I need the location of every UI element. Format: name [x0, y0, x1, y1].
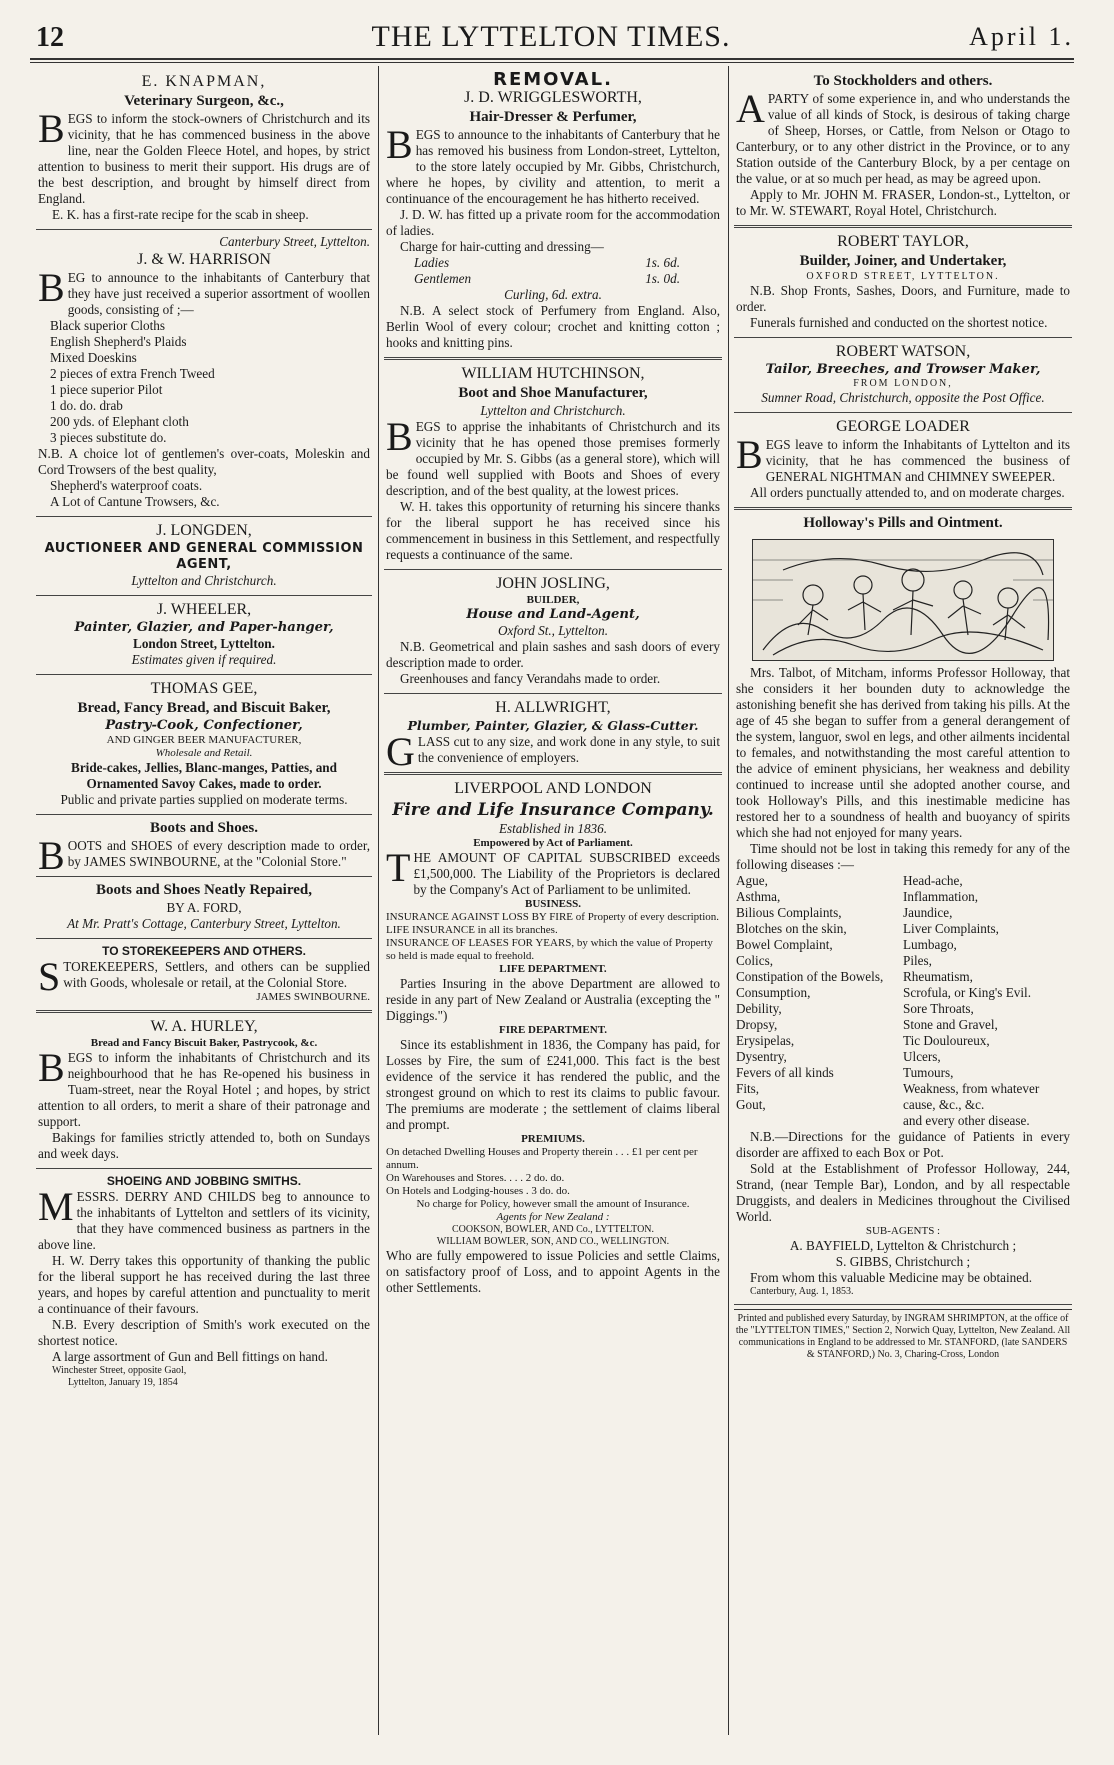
advertiser-trade-3: AND GINGER BEER MANUFACTURER,	[106, 734, 302, 746]
ad-josling	[384, 570, 722, 694]
ad-heading: Boots and Shoes.	[150, 820, 258, 836]
ad-body-2: Greenhouses and fancy Verandahs made to order.	[400, 671, 661, 686]
column-2	[384, 68, 722, 1302]
ad-hutchinson	[384, 360, 722, 570]
list-item: Shepherd's waterproof coats.	[50, 478, 203, 493]
ad-from: FROM LONDON,	[853, 378, 953, 389]
sub-agent: S. GIBBS, Christchurch ;	[835, 1254, 971, 1269]
ad-loader	[734, 413, 1072, 510]
engraving-illustration	[752, 539, 1054, 661]
ad-allwright	[384, 694, 722, 775]
list-item: A Lot of Cantune Trowsers, &c.	[50, 494, 220, 509]
ad-hurley	[36, 1013, 372, 1169]
ad-address: London Street, Lyttelton.	[133, 636, 275, 651]
section-heading: FIRE DEPARTMENT.	[499, 1024, 607, 1036]
ad-address: Oxford St., Lyttelton.	[497, 623, 609, 638]
disease-item: Constipation of the Bowels,	[736, 969, 884, 984]
premium-line: No charge for Policy, however small the amount of Insurance.	[416, 1198, 690, 1210]
premium-line: On Hotels and Lodging-houses . 3 do. do.	[386, 1185, 570, 1197]
ad-wrigglesworth	[384, 68, 722, 360]
ad-note: E. K. has a first-rate recipe for the scab in sheep.	[52, 207, 309, 222]
ad-body: BEGS leave to inform the Inhabitants of Lyttelton and its vicinity, that he has commenced the business of GENERAL NIGHTMAN and CHIMNEY SWEEPER.	[736, 432, 1070, 484]
disease-item: Ague,	[736, 873, 768, 888]
ad-heading: TO STOREKEEPERS AND OTHERS.	[102, 944, 306, 958]
advertiser-name: W. A. HURLEY,	[150, 1018, 258, 1035]
advertiser-name: ROBERT WATSON,	[835, 343, 971, 360]
ad-boots-shoes	[36, 815, 372, 877]
disease-item: and every other disease.	[903, 1113, 1030, 1128]
section-heading: LIFE DEPARTMENT.	[499, 963, 607, 975]
list-item: English Shepherd's Plaids	[50, 334, 187, 349]
disease-item: Gout,	[736, 1097, 766, 1112]
disease-item: Piles,	[903, 953, 932, 968]
advertiser-name: JOHN JOSLING,	[496, 575, 610, 592]
list-item: 1 piece superior Pilot	[50, 382, 163, 397]
advertiser-name: ROBERT TAYLOR,	[837, 233, 969, 250]
advertiser-trade: Boot and Shoe Manufacturer,	[458, 385, 648, 401]
goods-list	[38, 318, 370, 446]
ad-heading: Boots and Shoes Neatly Repaired,	[96, 882, 312, 898]
ad-heading: Holloway's Pills and Ointment.	[803, 515, 1003, 531]
masthead-rule	[30, 58, 1074, 60]
advertiser-trade-2: House and Land-Agent,	[466, 607, 640, 622]
ad-body-2: Time should not be lost in taking this remedy for any of the following diseases :—	[736, 841, 1070, 872]
life-text: Parties Insuring in the above Department are allowed to reside in any part of New Zealand or Australia (excepting the " Diggings.")	[386, 976, 720, 1023]
ad-body-2: All orders punctually attended to, and on moderate charges.	[750, 485, 1065, 500]
price-heading: Charge for hair-cutting and dressing—	[400, 239, 604, 254]
advertiser-name: LIVERPOOL AND LONDON	[454, 780, 652, 797]
ad-location: Canterbury Street, Lyttelton.	[219, 234, 370, 249]
ad-longden	[36, 517, 372, 596]
ad-harrison	[36, 230, 372, 517]
disease-item: Inflammation,	[903, 889, 979, 904]
ad-body: Bride-cakes, Jellies, Blanc-manges, Patties, and Ornamented Savoy Cakes, made to order.	[71, 760, 337, 791]
ad-nb: N.B.—Directions for the guidance of Patients in every disorder are affixed to each Box or Pot.	[736, 1129, 1070, 1160]
advertiser-name: J. D. WRIGGLESWORTH,	[464, 89, 642, 106]
ad-body: BEGS to apprise the inhabitants of Christchurch and its vicinity that he has opened those premises formerly occupied by Mr. S. Gibbs (as a general store), which will be found well supplied with Boots and Shoes of every description, and of the best quality, at the lowest prices.	[386, 414, 720, 498]
ad-smiths	[36, 1169, 372, 1395]
ad-footer-2: Lyttelton, January 19, 1854	[68, 1377, 178, 1388]
disease-item: Stone and Gravel,	[903, 1017, 998, 1032]
ad-note: Bakings for families strictly attended to, both on Sundays and week days.	[38, 1130, 370, 1161]
column-3	[734, 68, 1072, 1361]
ad-heading: SHOEING AND JOBBING SMITHS.	[106, 1174, 302, 1188]
disease-item: Blotches on the skin,	[736, 921, 847, 936]
disease-item: Head-ache,	[903, 873, 963, 888]
printer-imprint: Printed and published every Saturday, by INGRAM SHRIMPTON, at the office of the "LYTTELTON TIMES," Section 2, Norwich Quay, Lyttelton, New Zealand. All communications in England to be addressed to Mr. STANFORD, (late SANDERS & STANFORD,) No. 3, Charing-Cross, London	[734, 1309, 1072, 1361]
ad-location: Lyttelton and Christchurch.	[480, 403, 626, 418]
ad-nb-2: A large assortment of Gun and Bell fittings on hand.	[52, 1349, 328, 1364]
ad-nb: N.B. Every description of Smith's work executed on the shortest notice.	[38, 1317, 370, 1348]
price-value: 1s. 0d.	[645, 271, 680, 286]
ad-repair	[36, 877, 372, 939]
capital-text: THE AMOUNT OF CAPITAL SUBSCRIBED exceeds £1,500,000. The Liability of the Proprietors is declared by the Company's Act of Parliament to be unlimited.	[386, 845, 720, 897]
ad-heading: REMOVAL.	[493, 69, 613, 90]
ad-body: STOREKEEPERS, Settlers, and others can be supplied with Goods, wholesale or retail, at the Colonial Store.	[38, 954, 370, 999]
newspaper-title: THE LYTTELTON TIMES.	[371, 20, 731, 53]
disease-item: Sore Throats,	[903, 1001, 974, 1016]
advertiser-trade: Bread, Fancy Bread, and Biscuit Baker,	[77, 700, 331, 716]
advertiser-name: J. WHEELER,	[156, 601, 252, 618]
section-heading: PREMIUMS.	[521, 1133, 585, 1145]
disease-item: Dysentry,	[736, 1049, 787, 1064]
ad-watson	[734, 338, 1072, 413]
ad-nb: N.B. A choice lot of gentlemen's over-coats, Moleskin and Cord Trowsers of the best quality,	[38, 446, 370, 477]
disease-item: Scrofula, or King's Evil.	[903, 985, 1032, 1000]
disease-item: Consumption,	[736, 985, 811, 1000]
ad-holloway	[734, 510, 1072, 1305]
business-line: LIFE INSURANCE in all its branches.	[386, 924, 558, 936]
disease-item: Tumours,	[903, 1065, 954, 1080]
ad-body-2: H. W. Derry takes this opportunity of thanking the public for the liberal support he has received during the last three years, and hopes by careful attention and punctuality to merit a continuance of their favours.	[38, 1253, 370, 1316]
advertiser-trade: Builder, Joiner, and Undertaker,	[799, 253, 1007, 269]
ad-address: At Mr. Pratt's Cottage, Canterbury Street, Lyttelton.	[67, 916, 341, 931]
advertiser-trade: Plumber, Painter, Glazier, & Glass-Cutter.	[407, 718, 699, 733]
list-item: Mixed Doeskins	[50, 350, 137, 365]
price-label: Ladies	[414, 255, 450, 270]
column-1	[36, 68, 372, 1395]
list-item: 3 pieces substitute do.	[50, 430, 167, 445]
advertiser-trade: BUILDER,	[526, 594, 580, 606]
list-item: 200 yds. of Elephant cloth	[50, 414, 189, 429]
sub-agent: A. BAYFIELD, Lyttelton & Christchurch ;	[789, 1238, 1017, 1253]
disease-item: Bowel Complaint,	[736, 937, 833, 952]
advertiser-trade: AUCTIONEER AND GENERAL COMMISSION AGENT,	[44, 541, 364, 572]
advertiser-trade: Veterinary Surgeon, &c.,	[124, 93, 284, 109]
ad-wheeler	[36, 596, 372, 675]
advertiser-name: WILLIAM HUTCHINSON,	[461, 365, 645, 382]
disease-item: Jaundice,	[903, 905, 953, 920]
diseases-left	[736, 873, 903, 1129]
list-item: 2 pieces of extra French Tweed	[50, 366, 215, 381]
ad-nb: N.B. A select stock of Perfumery from England. Also, Berlin Wool of every colour; crochet and knitting cotton ; hooks and knitting pins.	[386, 303, 720, 350]
section-heading: BUSINESS.	[525, 898, 581, 910]
ad-body-2: J. D. W. has fitted up a private room for the accommodation of ladies.	[386, 207, 720, 238]
disease-item: Fevers of all kinds	[736, 1065, 834, 1080]
ad-insurance	[384, 775, 722, 1302]
ad-body: N.B. Shop Fronts, Sashes, Doors, and Furniture, made to order.	[736, 283, 1070, 314]
disease-item: Dropsy,	[736, 1017, 778, 1032]
agents-text: Who are fully empowered to issue Policies and settle Claims, on satisfactory proof of Loss, and to appoint Agents in the other Settlements.	[386, 1248, 720, 1295]
established: Established in 1836.	[498, 821, 608, 836]
ad-footer: Winchester Street, opposite Gaol,	[52, 1365, 187, 1376]
disease-item: Bilious Complaints,	[736, 905, 842, 920]
ad-body: N.B. Geometrical and plain sashes and sash doors of every description made to order.	[386, 639, 720, 670]
ad-taylor	[734, 228, 1072, 338]
disease-item: Rheumatism,	[903, 969, 973, 984]
ad-by: BY A. FORD,	[166, 900, 242, 915]
ad-address: Sumner Road, Christchurch, opposite the Post Office.	[761, 390, 1045, 405]
agent-line: COOKSON, BOWLER, AND Co., LYTTELTON.	[451, 1224, 655, 1235]
business-line: INSURANCE AGAINST LOSS BY FIRE of Property of every description.	[386, 911, 720, 923]
fire-text: Since its establishment in 1836, the Company has paid, for Losses by Fire, the sum of £241,000. This fact is the best evidence of the service it has rendered the public, and the strongest ground on which to rest its claims to public favour. The premiums are moderate ; the settlement of claims liberal and prompt.	[386, 1037, 720, 1132]
ad-body: BOOTS and SHOES of every description made to order, by JAMES SWINBOURNE, at the "Colonial Store."	[38, 833, 370, 878]
price-label: Gentlemen	[414, 271, 472, 286]
disease-item: Asthma,	[736, 889, 781, 904]
masthead	[28, 18, 1074, 52]
ad-location: Lyttelton and Christchurch.	[131, 573, 277, 588]
disease-item: Ulcers,	[903, 1049, 941, 1064]
ad-body: BEG to announce to the inhabitants of Canterbury that they have just received a superior assortment of woollen goods, consisting of ;—	[38, 265, 370, 317]
ad-stockholders	[734, 68, 1072, 228]
disease-item: Fits,	[736, 1081, 760, 1096]
act: Empowered by Act of Parliament.	[473, 837, 633, 849]
ad-body-2: Apply to Mr. JOHN M. FRASER, London-st., Lyttelton, or to Mr. W. STEWART, Royal Hotel, Christchurch.	[736, 187, 1070, 218]
diseases-right	[903, 873, 1070, 1129]
premium-line: On Warehouses and Stores. . . . 2 do. do.	[386, 1172, 565, 1184]
issue-date: April 1.	[969, 22, 1074, 51]
ad-dateline: Canterbury, Aug. 1, 1853.	[750, 1286, 854, 1297]
page-number: 12	[36, 22, 64, 53]
ad-storekeepers	[36, 939, 372, 1013]
column-divider-2	[728, 66, 729, 1735]
ad-knapman	[36, 68, 372, 230]
diseases-list	[736, 873, 1070, 1129]
price-extra: Curling, 6d. extra.	[504, 287, 602, 302]
advertiser-name: THOMAS GEE,	[150, 680, 258, 697]
disease-item: Lumbago,	[903, 937, 957, 952]
section-heading: Agents for New Zealand :	[496, 1211, 610, 1223]
company-title: Fire and Life Insurance Company.	[392, 800, 714, 820]
disease-item: Erysipelas,	[736, 1033, 795, 1048]
ad-heading: To Stockholders and others.	[813, 73, 993, 89]
advertiser-trade: Hair-Dresser & Perfumer,	[469, 109, 637, 125]
masthead-rule-thin	[30, 62, 1074, 63]
ad-body: BEGS to inform the inhabitants of Christchurch and its neighbourhood that he has Re-opened his business in Tuam-street, near the Royal Hotel ; and hopes, by strict attention to all orders, to merit a share of their patronage and support.	[38, 1045, 370, 1129]
advertiser-trade-2: Pastry-Cook, Confectioner,	[105, 718, 303, 733]
price-row	[386, 271, 720, 287]
advertiser-trade: Bread and Fancy Biscuit Baker, Pastrycook, &c.	[90, 1037, 318, 1049]
list-item: Black superior Cloths	[50, 318, 166, 333]
disease-item: Colics,	[736, 953, 773, 968]
ad-body-2: Funerals furnished and conducted on the shortest notice.	[750, 315, 1048, 330]
ad-from: From whom this valuable Medicine may be obtained.	[750, 1270, 1033, 1285]
premium-line: On detached Dwelling Houses and Property therein . . . £1 per cent per annum.	[386, 1146, 698, 1171]
advertiser-name: J. & W. HARRISON	[137, 251, 271, 268]
ad-address: OXFORD STREET, LYTTELTON.	[806, 271, 1000, 282]
disease-item: Liver Complaints,	[903, 921, 999, 936]
ad-note: Estimates given if required.	[131, 652, 277, 667]
advertiser-trade: Tailor, Breeches, and Trowser Maker,	[765, 362, 1041, 377]
disease-item: Debility,	[736, 1001, 782, 1016]
disease-item: Weakness, from whatever cause, &c., &c.	[903, 1081, 1040, 1112]
advertiser-name: E. KNAPMAN,	[141, 73, 267, 90]
ad-body: MESSRS. DERRY AND CHILDS beg to announce to the inhabitants of Lyttelton and settlers of its vicinity, that they have commenced business as partners in the above line.	[38, 1184, 370, 1252]
column-divider-1	[378, 66, 379, 1735]
advertiser-name: GEORGE LOADER	[836, 418, 970, 435]
ad-gee	[36, 675, 372, 815]
price-value: 1s. 6d.	[645, 255, 680, 270]
testimonial: Mrs. Talbot, of Mitcham, informs Professor Holloway, that she considers it her bounden duty to acknowledge the astonishing benefit she has derived from taking his pills. At the age of 45 she began to suffer from a general derangement of the system, languor, swol en legs, and other ailments incidental to females, and notwithstanding the most careful attention to the advice of eminent physicians, her weakness and debility continued to increase until she adopted another course, and took Holloway's Pills, and this inestimable medicine has restored her to a soundness of health and buoyancy of spirits which she had not enjoyed for many years.	[736, 665, 1070, 840]
advertiser-trade: Painter, Glazier, and Paper-hanger,	[74, 620, 334, 635]
sub-agents-heading: SUB-AGENTS :	[865, 1225, 941, 1237]
advertiser-trade-4: Wholesale and Retail.	[155, 747, 253, 759]
ad-signature: JAMES SWINBOURNE.	[256, 991, 370, 1003]
ad-body: APARTY of some experience in, and who understands the value of all kinds of Stock, is desirous of taking charge of Sheep, Horses, or Cattle, from Nelson or Otago to Canterbury, or to any other district in the Province, or to any Station outside of the Canterbury Block, by a per centage on the value, or at so much per head, as may be agreed upon.	[736, 86, 1070, 186]
ad-body: BEGS to announce to the inhabitants of Canterbury that he has removed his business from London-street, Lyttelton, to the store lately occupied by Mr. Gibbs, Christchurch, where he hopes, by civility and attention, to merit a continuance of the encouragement he has hitherto received.	[386, 122, 720, 206]
goods-list-2	[38, 478, 370, 510]
ad-sold: Sold at the Establishment of Professor Holloway, 244, Strand, (near Temple Bar), London, and by all respectable Druggists, and dealers in Medicines throughout the Civilised World.	[736, 1161, 1070, 1224]
agent-line: WILLIAM BOWLER, SON, AND CO., WELLINGTON.	[436, 1236, 670, 1247]
ad-body: GLASS cut to any size, and work done in any style, to suit the convenience of employers.	[386, 729, 720, 774]
business-line: INSURANCE OF LEASES FOR YEARS, by which the value of Property so held is made equal to freehold.	[386, 937, 713, 962]
list-item: 1 do. do. drab	[50, 398, 123, 413]
ad-body-2: W. H. takes this opportunity of returning his sincere thanks for the liberal support he has received since his commencement in business in this Settlement, and respectfully requests a continuance of the same.	[386, 499, 720, 562]
ad-note: Public and private parties supplied on moderate terms.	[60, 792, 348, 807]
disease-item: Tic Douloureux,	[903, 1033, 990, 1048]
ad-body: BEGS to inform the stock-owners of Christchurch and its vicinity, that he has commenced business in the above line, near the Golden Fleece Hotel, and hopes, by strict attention to business to merit their support. His drugs are of the best description, and brought by himself direct from England.	[38, 106, 370, 206]
advertiser-name: J. LONGDEN,	[156, 522, 252, 539]
price-row	[386, 255, 720, 271]
advertiser-name: H. ALLWRIGHT,	[495, 699, 611, 716]
